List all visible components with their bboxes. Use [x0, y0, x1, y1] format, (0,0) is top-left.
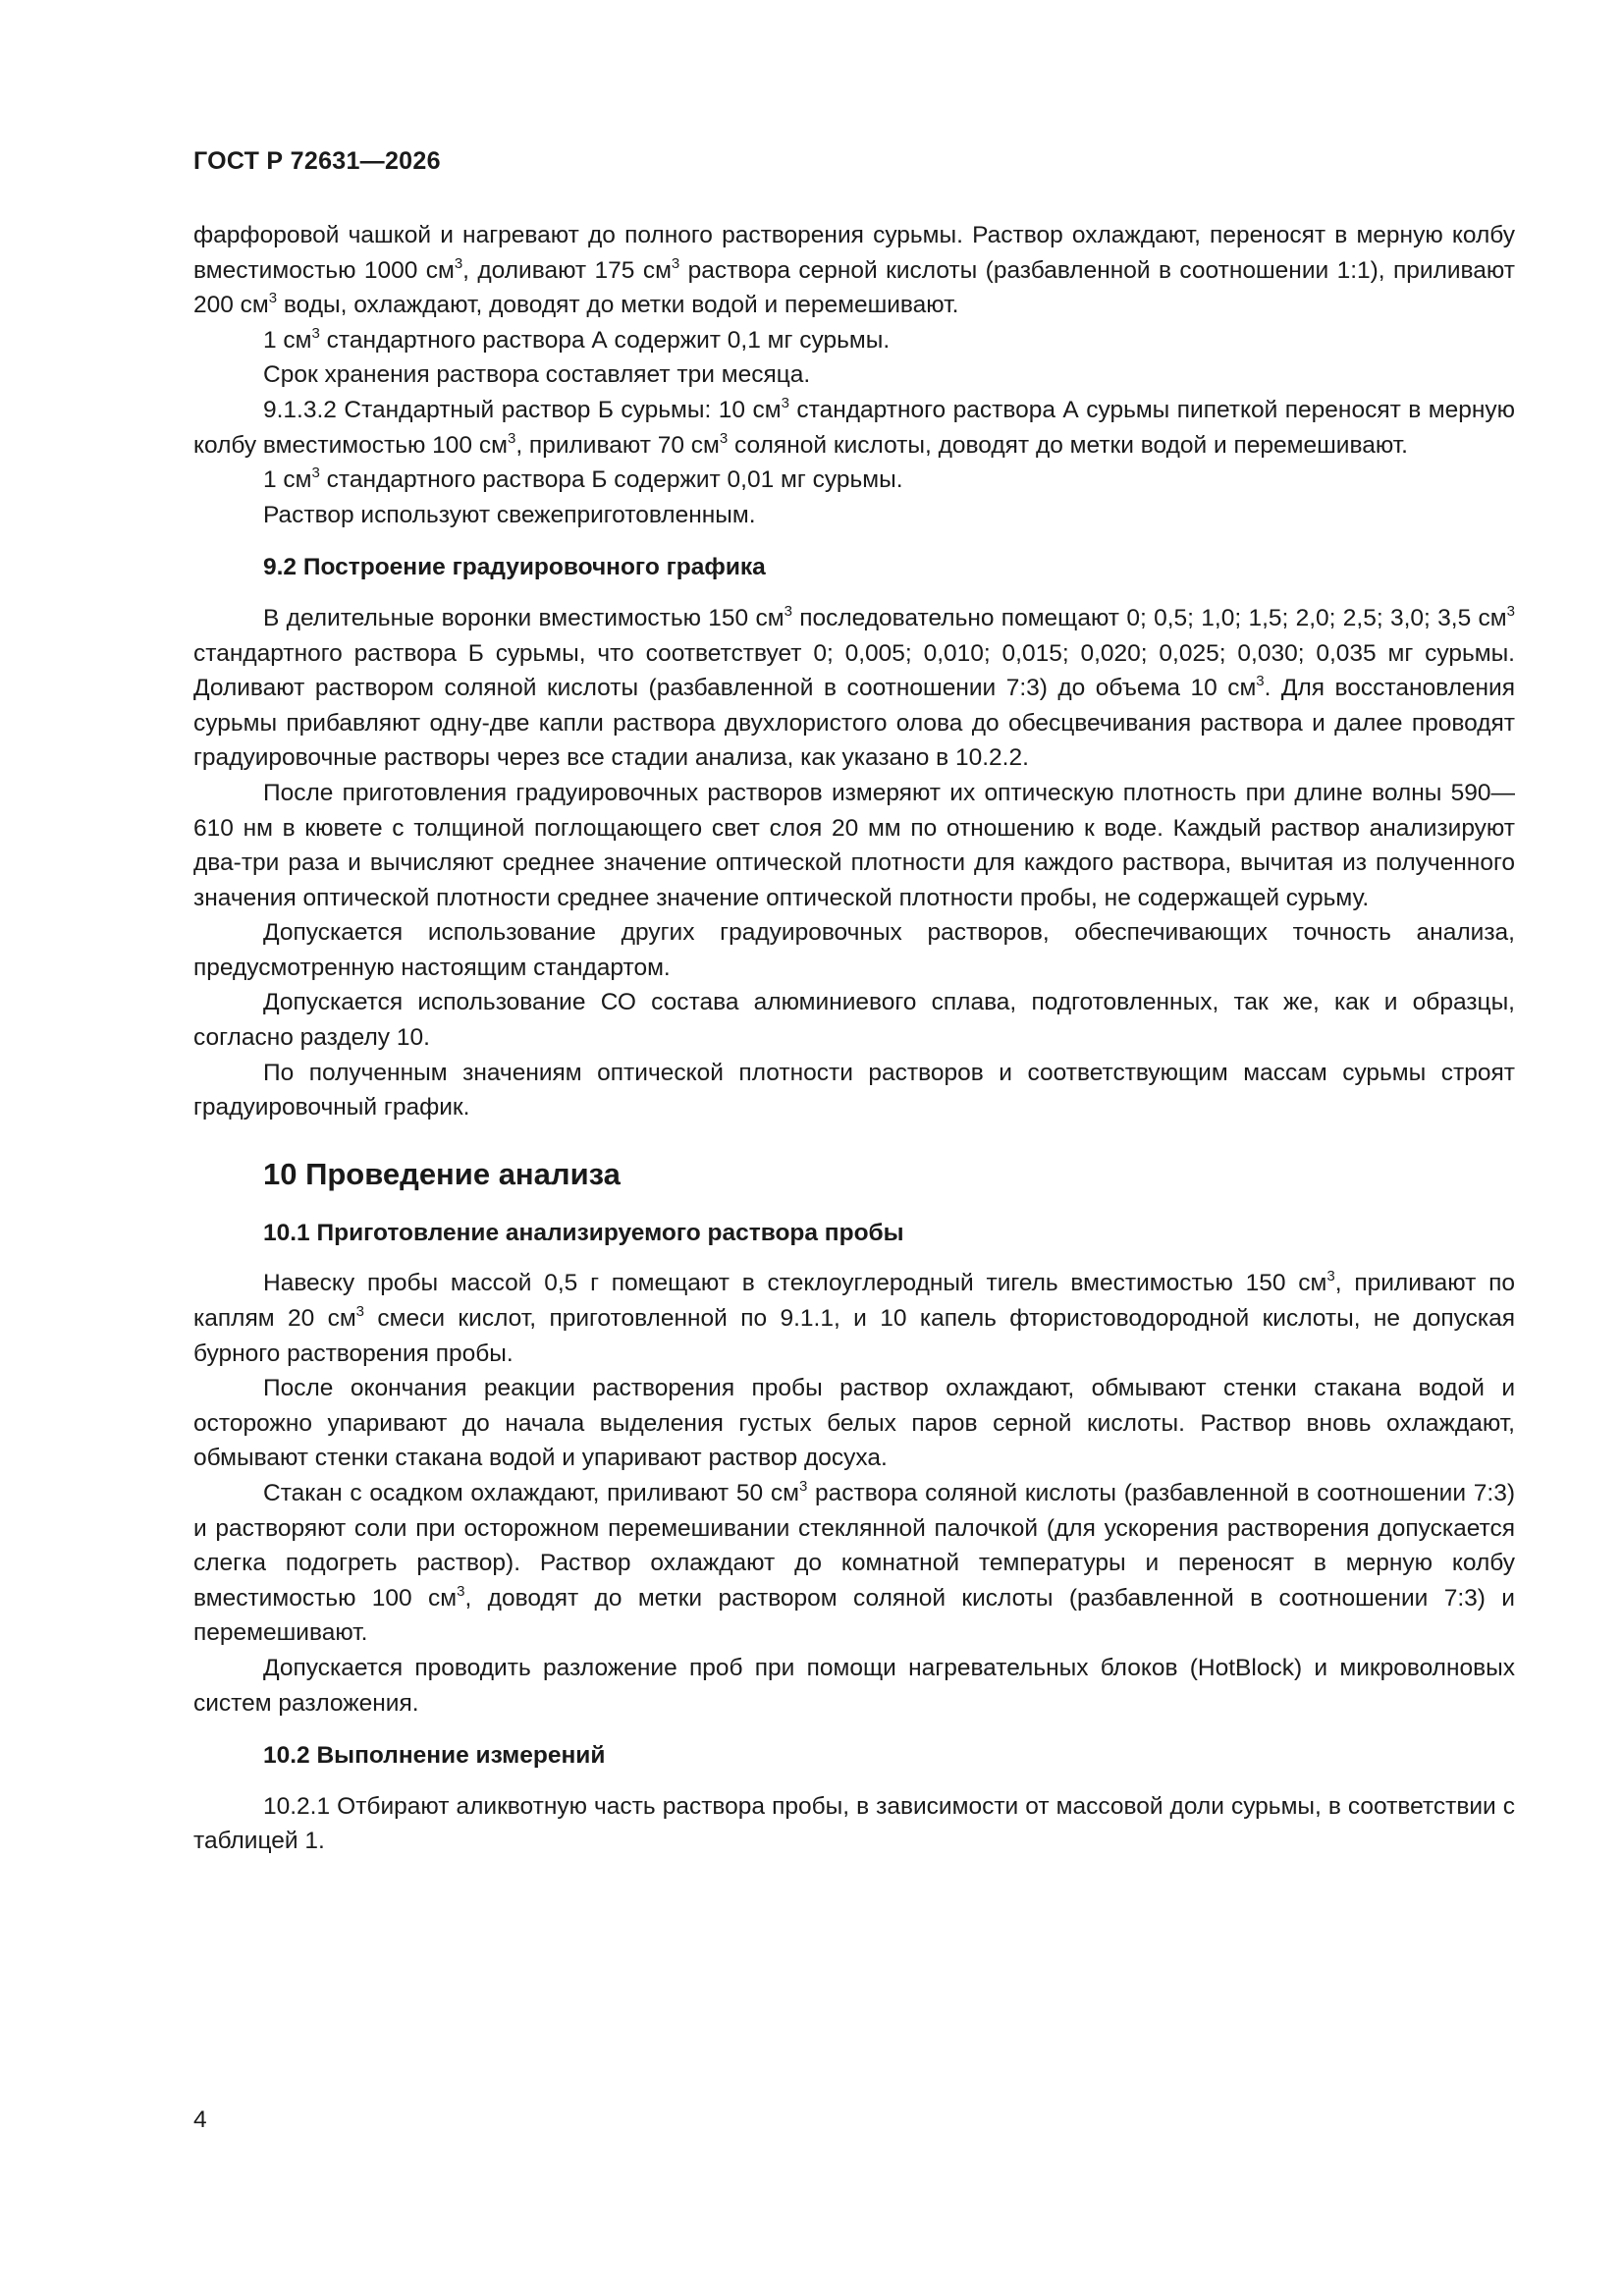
document-code-header: ГОСТ Р 72631—2026 — [193, 147, 441, 175]
paragraph-solution-a-content: 1 $см^3$ стандартного раствора А содержит 0,1 мг сурьмы. — [263, 324, 891, 354]
section-heading-10: 10 Проведение анализа — [263, 1156, 621, 1191]
paragraph-fresh-solution: Раствор используют свежеприготовленным. — [263, 501, 756, 528]
paragraph-storage-term: Срок хранения раствора составляет три месяца. — [263, 361, 811, 389]
section-heading-10-2: 10.2 Выполнение измерений — [263, 1742, 606, 1770]
page-number: 4 — [193, 2106, 207, 2133]
paragraph-dissolution: Стакан с осадком охлаждают, приливают 50 $см^3$ раствора соляной кислоты (разбавленной в соотношении 7:3) и растворяют соли при осторожном перемешивании стеклянной палочкой (для ускорения растворения допускается слегка подогреть раствор). Раствор охлаждают до комнатной температуры и переносят в мерную колбу вместимостью 100 $см^3$, доводят до метки раствором соляной кислоты (разбавленной в соотношении 7:3) и перемешивают. — [193, 1478, 1515, 1647]
paragraph-optical-density: После приготовления градуировочных растворов измеряют их оптическую плотность при длине волны 590—610 нм в кювете с толщиной поглощающего свет слоя 20 мм по отношению к воде. Каждый раствор анализируют два-три раза и вычисляют среднее значение оптической плотности для каждого раствора, вычитая из полученного значения оптической плотности среднее значение оптической плотности пробы, не содержащей сурьму. — [193, 779, 1515, 911]
paragraph-hotblock: Допускается проводить разложение проб при помощи нагревательных блоков (HotBlock) и микроволновых систем разложения. — [193, 1654, 1515, 1717]
paragraph-10-2-1: 10.2.1 Отбирают аликвотную часть раствора пробы, в зависимости от массовой доли сурьмы, в соответствии с таблицей 1. — [193, 1792, 1515, 1855]
paragraph-9-1-3-2: 9.1.3.2 Стандартный раствор Б сурьмы: 10 $см^3$ стандартного раствора А сурьмы пипеткой переносят в мерную колбу вместимостью 100 $см^3$, приливают 70 $см^3$ соляной кислоты, доводят до метки водой и перемешивают. — [193, 394, 1515, 459]
paragraph-solution-b-content: 1 $см^3$ стандартного раствора Б содержит 0,01 мг сурьмы. — [263, 465, 903, 494]
document-body — [193, 218, 1515, 1859]
paragraph-reference-materials: Допускается использование СО состава алюминиевого сплава, подготовленных, так же, как и образцы, согласно разделу 10. — [193, 989, 1515, 1052]
paragraph-continuation: фарфоровой чашкой и нагревают до полного растворения сурьмы. Раствор охлаждают, переносят в мерную колбу вместимостью 1000 $см^3$, доливают 175 $см^3$ раствора серной кислоты (разбавленной в соотношении 1:1), приливают 200 $см^3$ воды, охлаждают, доводят до метки водой и перемешивают. — [193, 222, 1515, 319]
paragraph-evaporation: После окончания реакции растворения пробы раствор охлаждают, обмывают стенки стакана водой и осторожно упаривают до начала выделения густых белых паров серной кислоты. Раствор вновь охлаждают, обмывают стенки стакана водой и упаривают раствор досуха. — [193, 1375, 1515, 1472]
section-heading-9-2: 9.2 Построение градуировочного графика — [263, 554, 766, 581]
section-heading-10-1: 10.1 Приготовление анализируемого раствора пробы — [263, 1219, 904, 1246]
paragraph-calibration-setup: В делительные воронки вместимостью 150 $см^3$ последовательно помещают 0; 0,5; 1,0; 1,5; 2,0; 2,5; 3,0; 3,5 $см^3$ стандартного раствора Б сурьмы, что соответствует 0; 0,005; 0,010; 0,015; 0,020; 0,025; 0,030; 0,035 мг сурьмы. Доливают раствором соляной кислоты (разбавленной в соотношении 7:3) до объема 10 $см^3$. Для восстановления сурьмы прибавляют одну-две капли раствора двухлористого олова до обесцвечивания раствора и далее проводят градуировочные растворы через все стадии анализа, как указано в 10.2.2. — [193, 602, 1515, 772]
paragraph-calibration-graph: По полученным значениям оптической плотности растворов и соответствующим массам сурьмы строят градуировочный график. — [193, 1059, 1515, 1121]
paragraph-other-solutions: Допускается использование других градуировочных растворов, обеспечивающих точность анализа, предусмотренную настоящим стандартом. — [193, 919, 1515, 981]
paragraph-sample-weighing: Навеску пробы массой 0,5 г помещают в стеклоуглеродный тигель вместимостью 150 $см^3$, приливают по каплям 20 $см^3$ смеси кислот, приготовленной по 9.1.1, и 10 капель фтористоводородной кислоты, не допуская бурного растворения пробы. — [193, 1268, 1515, 1367]
